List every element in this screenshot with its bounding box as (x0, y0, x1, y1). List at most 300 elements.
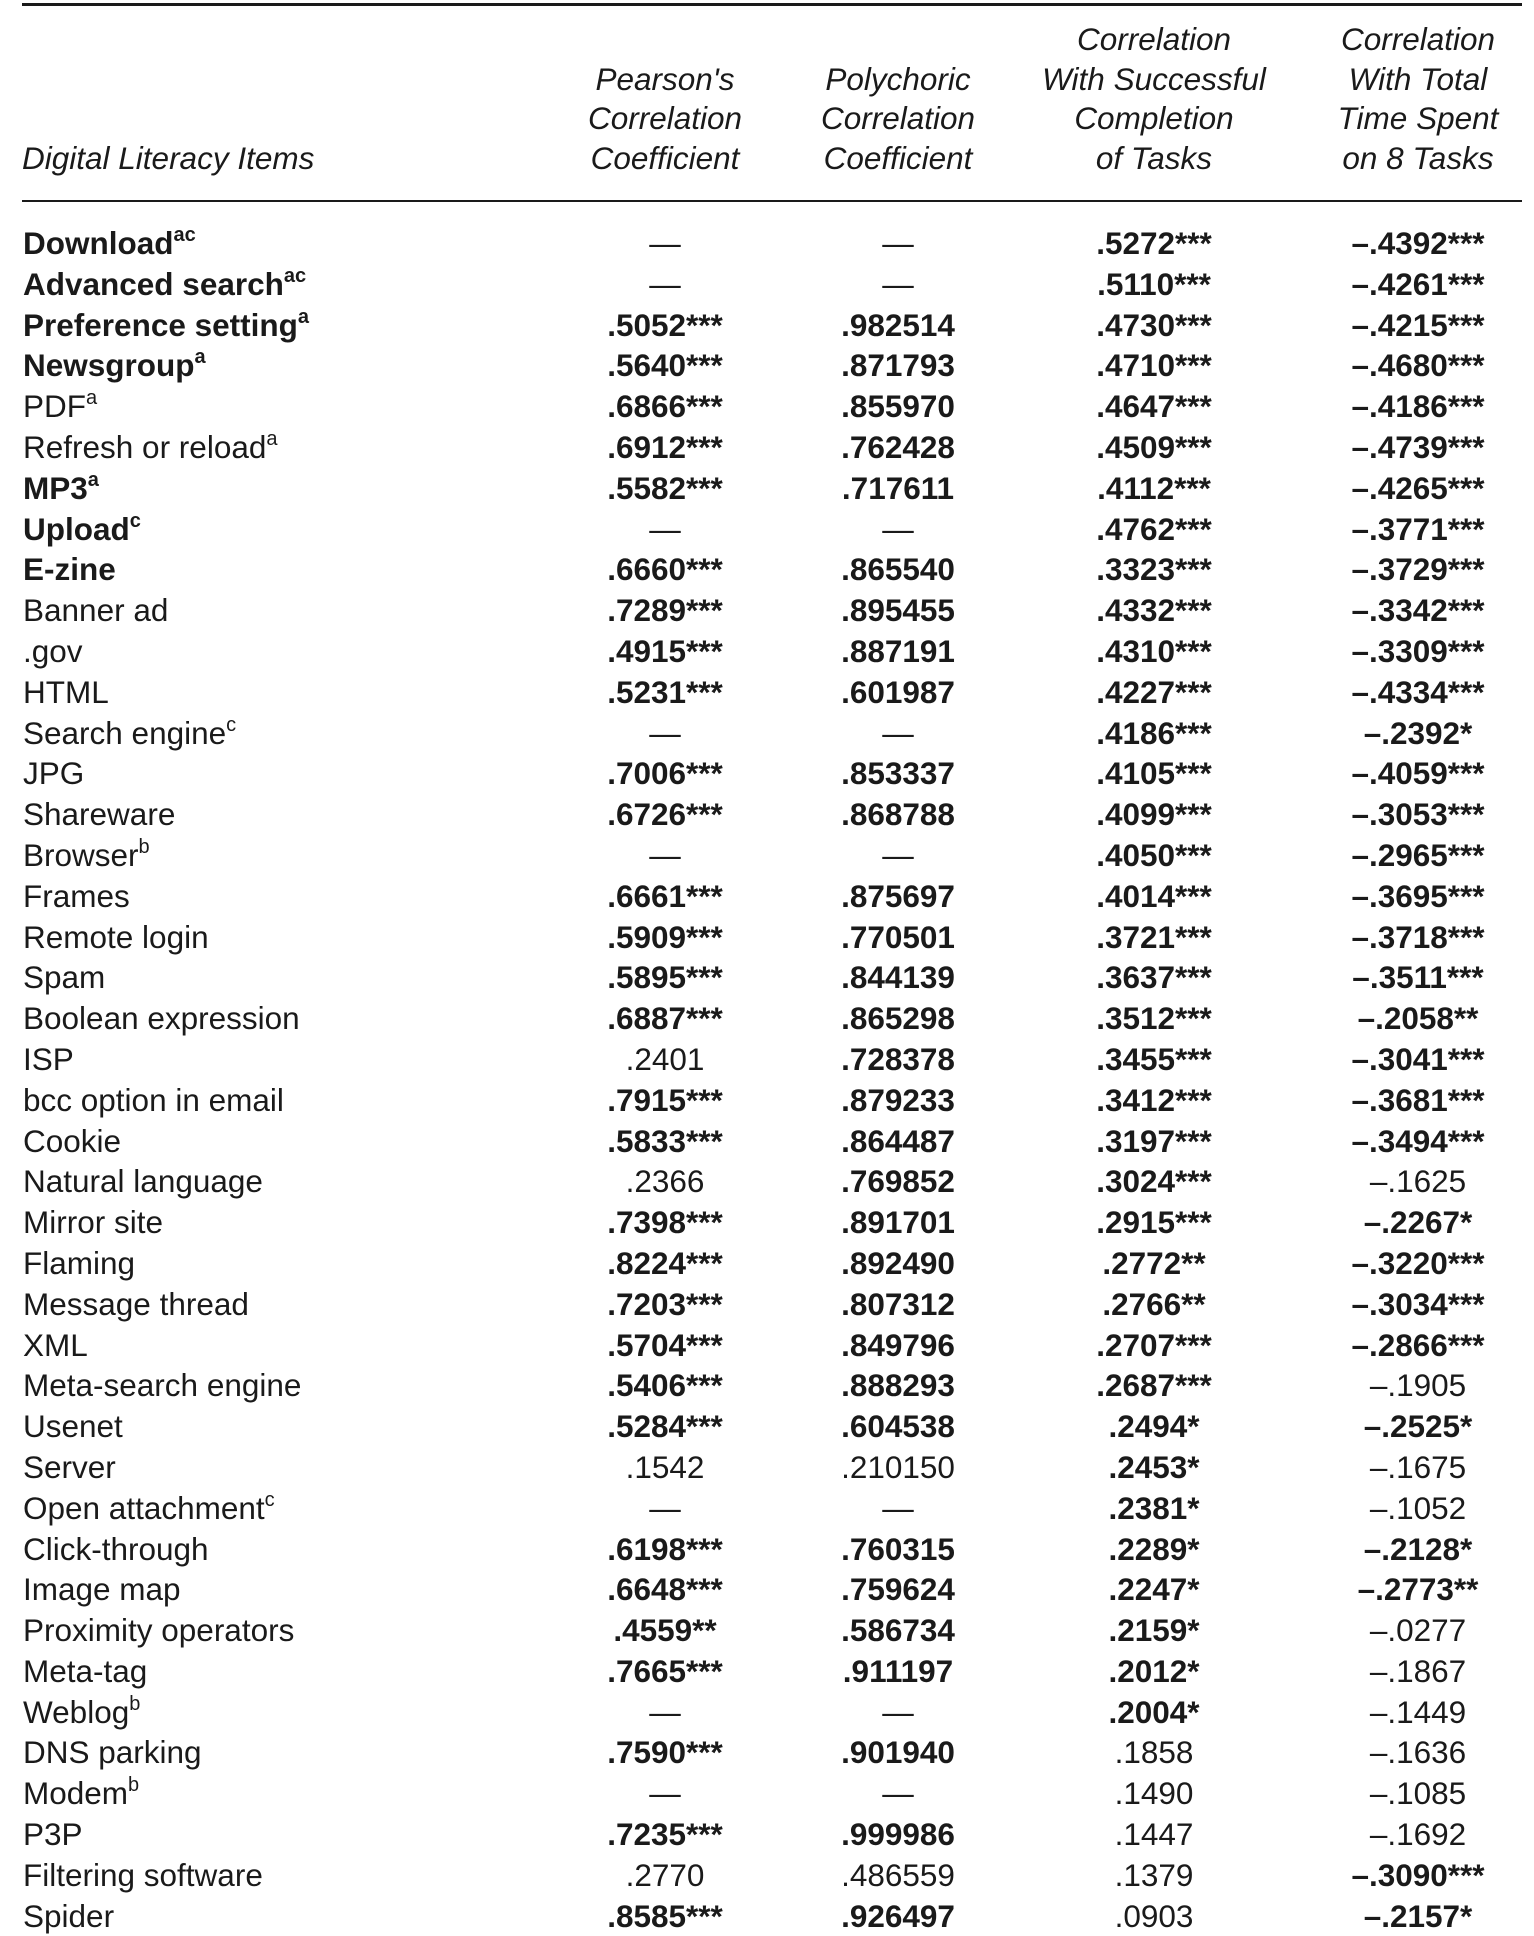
polychoric-value: .844139 (841, 959, 955, 996)
item-label (23, 1610, 294, 1651)
time-correlation-value: –.2392* (1363, 714, 1473, 751)
time-correlation-value: –.3342*** (1351, 592, 1485, 629)
completion-correlation-value: .2772** (1102, 1244, 1206, 1281)
table-row (0, 998, 1534, 1039)
header-completion-line: Completion (1074, 100, 1234, 136)
table-row (0, 1610, 1534, 1651)
pearson-value: .5052*** (607, 306, 723, 343)
time-correlation-value: –.3034*** (1351, 1285, 1485, 1322)
item-label (23, 1732, 202, 1773)
polychoric-value: .982514 (841, 306, 955, 343)
time-correlation-value: –.4059*** (1351, 755, 1485, 792)
table-row (0, 1202, 1534, 1243)
completion-correlation-value: .2915*** (1096, 1204, 1212, 1241)
completion-correlation-value: .2247* (1108, 1571, 1200, 1608)
pearson-value: .2770 (625, 1856, 705, 1893)
item-label-text: Advanced search (23, 265, 284, 302)
completion-correlation-value: .4710*** (1096, 347, 1212, 384)
table-row (0, 386, 1534, 427)
completion-correlation-value: .4762*** (1096, 510, 1212, 547)
time-correlation-value: –.2128* (1363, 1530, 1473, 1567)
header-pearson-line: Pearson's (595, 60, 735, 97)
table-row (0, 427, 1534, 468)
header-polychoric (778, 18, 1018, 178)
footnote-marker: a (86, 387, 98, 410)
time-correlation-value: –.3729*** (1351, 551, 1485, 588)
item-label-text: MP3 (23, 469, 88, 506)
table-row (0, 1692, 1534, 1733)
time-correlation-value: –.4392*** (1351, 225, 1485, 261)
time-correlation-value: –.3309*** (1351, 632, 1485, 669)
item-label-text: Newsgroup (23, 347, 195, 384)
polychoric-value: .486559 (841, 1856, 955, 1893)
item-label-text: Frames (23, 877, 130, 914)
item-label-text: Weblog (23, 1693, 130, 1730)
polychoric-value: .911197 (842, 1652, 954, 1689)
time-correlation-value: –.3681*** (1351, 1081, 1485, 1118)
item-label-text: Cookie (23, 1122, 122, 1159)
pearson-value: .6866*** (607, 388, 723, 425)
item-label (23, 590, 168, 631)
footnote-marker: a (194, 346, 206, 369)
header-time-line: With Total (1348, 60, 1488, 97)
polychoric-value: .892490 (841, 1244, 955, 1281)
header-time-line: Time Spent (1337, 100, 1499, 136)
table-row (0, 1773, 1534, 1814)
item-label-text: Meta-tag (23, 1652, 148, 1689)
table-row (0, 1569, 1534, 1610)
table-row (0, 468, 1534, 509)
pearson-value: — (649, 714, 681, 751)
completion-correlation-value: .2687*** (1096, 1367, 1212, 1404)
pearson-value: .6912*** (607, 428, 723, 465)
pearson-value: .7203*** (607, 1285, 723, 1322)
footnote-marker: c (129, 509, 141, 532)
polychoric-value: .864487 (841, 1122, 955, 1159)
item-label (23, 713, 236, 754)
header-polychoric-line: Coefficient (823, 139, 973, 176)
time-correlation-value: –.4261*** (1351, 265, 1485, 302)
pearson-value: .7915*** (607, 1081, 723, 1118)
pearson-value: .4559** (613, 1612, 717, 1649)
pearson-value: .6198*** (607, 1530, 723, 1567)
footnote-marker: a (87, 468, 99, 491)
polychoric-value: .760315 (841, 1530, 955, 1567)
polychoric-value: .728378 (841, 1040, 955, 1077)
time-correlation-value: –.1052 (1369, 1489, 1467, 1526)
item-label (23, 1773, 139, 1814)
completion-correlation-value: .3024*** (1096, 1163, 1212, 1200)
time-correlation-value: –.4334*** (1351, 673, 1485, 710)
table-row (0, 1855, 1534, 1896)
polychoric-value: .853337 (841, 755, 955, 792)
table-row (0, 631, 1534, 672)
item-label (23, 1161, 263, 1202)
completion-correlation-value: .4647*** (1096, 388, 1212, 425)
item-label-text: Mirror site (23, 1204, 163, 1241)
footnote-marker: c (226, 713, 237, 736)
table-row (0, 917, 1534, 958)
polychoric-value: .759624 (841, 1571, 955, 1608)
item-label (23, 1406, 123, 1447)
pearson-value: .6660*** (607, 551, 723, 588)
footnote-marker: b (128, 1774, 140, 1797)
item-label-text: DNS parking (23, 1734, 202, 1771)
pearson-value: — (649, 836, 681, 873)
item-label (23, 1896, 114, 1936)
item-label (23, 794, 175, 835)
polychoric-value: — (882, 1489, 914, 1526)
completion-correlation-value: .4186*** (1096, 714, 1212, 751)
pearson-value: .8224*** (607, 1244, 723, 1281)
pearson-value: .2366 (625, 1163, 705, 1200)
polychoric-value: .871793 (841, 347, 955, 384)
pearson-value: .5582*** (607, 469, 723, 506)
pearson-value: .6887*** (607, 1000, 723, 1037)
item-label (23, 631, 83, 672)
footnote-marker: ac (283, 264, 307, 287)
time-correlation-value: –.3511*** (1352, 959, 1484, 996)
time-correlation-value: –.1449 (1369, 1693, 1467, 1730)
table-row (0, 713, 1534, 754)
polychoric-value: .999986 (841, 1816, 955, 1853)
completion-correlation-value: .4112*** (1097, 469, 1211, 506)
item-label (23, 1447, 116, 1488)
time-correlation-value: –.3771*** (1351, 510, 1485, 547)
polychoric-value: .762428 (841, 428, 955, 465)
item-label-text: JPG (23, 755, 85, 792)
item-label (23, 1202, 163, 1243)
time-correlation-value: –.1636 (1369, 1734, 1467, 1771)
item-label (23, 957, 105, 998)
polychoric-value: .769852 (841, 1163, 955, 1200)
header-completion (1024, 18, 1284, 178)
table-row (0, 835, 1534, 876)
completion-correlation-value: .3197*** (1096, 1122, 1212, 1159)
completion-correlation-value: .4310*** (1096, 632, 1212, 669)
item-label (23, 345, 206, 386)
header-time-line: Correlation (1340, 21, 1496, 57)
footnote-marker: a (266, 427, 278, 450)
time-correlation-value: –.2267* (1363, 1204, 1473, 1241)
polychoric-value: .865298 (841, 1000, 955, 1037)
completion-correlation-value: .1490 (1114, 1775, 1194, 1812)
table-row (0, 264, 1534, 305)
time-correlation-value: –.2157* (1363, 1897, 1473, 1934)
completion-correlation-value: .4105*** (1096, 755, 1212, 792)
completion-correlation-value: .2012* (1108, 1652, 1200, 1689)
polychoric-value: .887191 (841, 632, 955, 669)
pearson-value: — (649, 510, 681, 547)
completion-correlation-value: .4730*** (1096, 306, 1212, 343)
item-label (23, 1080, 284, 1121)
header-completion-line: of Tasks (1095, 139, 1213, 176)
polychoric-value: .888293 (841, 1367, 955, 1404)
item-label-text: Spam (23, 959, 106, 996)
completion-correlation-value: .3721*** (1096, 918, 1212, 955)
item-label-text: Filtering software (23, 1856, 263, 1893)
item-label (23, 509, 141, 550)
pearson-value: .6648*** (607, 1571, 723, 1608)
completion-correlation-value: .2004* (1108, 1693, 1200, 1730)
time-correlation-value: –.3053*** (1351, 796, 1485, 833)
table-row (0, 1161, 1534, 1202)
completion-correlation-value: .5272*** (1096, 225, 1212, 261)
completion-correlation-value: .4014*** (1096, 877, 1212, 914)
pearson-value: .7289*** (607, 592, 723, 629)
header-rule (22, 200, 1522, 202)
table-body (0, 223, 1534, 1936)
pearson-value: — (649, 225, 681, 261)
item-label (23, 223, 196, 264)
completion-correlation-value: .1379 (1114, 1856, 1194, 1893)
header-completion-line: With Successful (1042, 60, 1266, 97)
item-label-text: Browser (23, 836, 139, 873)
pearson-value: .5909*** (607, 918, 723, 955)
time-correlation-value: –.1625 (1369, 1163, 1467, 1200)
time-correlation-value: –.1867 (1369, 1652, 1467, 1689)
item-label (23, 1569, 181, 1610)
polychoric-value: .926497 (841, 1897, 955, 1934)
item-label-text: Banner ad (23, 592, 169, 629)
table-row (0, 1488, 1534, 1529)
pearson-value: .8585*** (607, 1897, 723, 1934)
polychoric-value: .210150 (841, 1448, 955, 1485)
table-row (0, 1039, 1534, 1080)
time-correlation-value: –.3494*** (1351, 1122, 1485, 1159)
item-label-text: Meta-search engine (23, 1367, 302, 1404)
pearson-value: .2401 (625, 1040, 705, 1077)
item-label (23, 1651, 147, 1692)
polychoric-value: — (882, 265, 914, 302)
item-label (23, 1692, 140, 1733)
header-item-column (22, 18, 442, 178)
polychoric-value: .849796 (841, 1326, 955, 1363)
table-row (0, 305, 1534, 346)
completion-correlation-value: .4227*** (1096, 673, 1212, 710)
polychoric-value: .865540 (841, 551, 955, 588)
pearson-value: .5406*** (607, 1367, 723, 1404)
header-pearson-line: Correlation (587, 100, 743, 136)
item-label-text: Remote login (23, 918, 209, 955)
time-correlation-value: –.1085 (1369, 1775, 1467, 1812)
time-correlation-value: –.3220*** (1351, 1244, 1485, 1281)
item-label (23, 1488, 275, 1529)
completion-correlation-value: .2159* (1108, 1612, 1200, 1649)
completion-correlation-value: .3455*** (1096, 1040, 1212, 1077)
polychoric-value: .604538 (841, 1408, 955, 1445)
item-label (23, 468, 99, 509)
item-label (23, 753, 84, 794)
item-label-text: Refresh or reload (23, 428, 267, 465)
item-label-text: ISP (23, 1040, 74, 1077)
footnote-marker: c (264, 1488, 275, 1511)
item-label-text: Message thread (23, 1285, 249, 1322)
item-label (23, 1284, 249, 1325)
item-label-text: Search engine (23, 714, 227, 751)
completion-correlation-value: .3412*** (1096, 1081, 1212, 1118)
completion-correlation-value: .4509*** (1096, 428, 1212, 465)
pearson-value: .4915*** (607, 632, 723, 669)
footnote-marker: a (297, 305, 309, 328)
header-pearson (545, 18, 785, 178)
pearson-value: .6726*** (607, 796, 723, 833)
table-row (0, 549, 1534, 590)
item-label-text: Shareware (23, 796, 176, 833)
polychoric-value: .868788 (841, 796, 955, 833)
time-correlation-value: –.2773** (1357, 1571, 1479, 1608)
pearson-value: .7590*** (607, 1734, 723, 1771)
polychoric-value: — (882, 714, 914, 751)
pearson-value: — (649, 1693, 681, 1730)
item-label-text: .gov (23, 632, 83, 669)
polychoric-value: .770501 (841, 918, 955, 955)
polychoric-value: .895455 (841, 592, 955, 629)
polychoric-value: .717611 (841, 469, 955, 506)
item-label-text: Download (23, 225, 174, 261)
completion-correlation-value: .0903 (1114, 1897, 1194, 1934)
completion-correlation-value: .3637*** (1096, 959, 1212, 996)
table-row (0, 1080, 1534, 1121)
item-label-text: Flaming (23, 1244, 136, 1281)
pearson-value: .5704*** (607, 1326, 723, 1363)
table-row (0, 1529, 1534, 1570)
polychoric-value: .875697 (841, 877, 955, 914)
item-label-text: Preference setting (23, 306, 298, 343)
table-row (0, 1447, 1534, 1488)
item-label (23, 1814, 83, 1855)
polychoric-value: .879233 (841, 1081, 955, 1118)
table-row (0, 1814, 1534, 1855)
completion-correlation-value: .5110*** (1097, 265, 1211, 302)
item-label-text: PDF (23, 388, 86, 425)
table-row (0, 876, 1534, 917)
item-label-text: Spider (23, 1897, 115, 1934)
header-item-label: Digital Literacy Items (22, 139, 315, 176)
item-label-text: Click-through (23, 1530, 209, 1567)
time-correlation-value: –.3090*** (1351, 1856, 1485, 1893)
completion-correlation-value: .2453* (1108, 1448, 1200, 1485)
item-label-text: Boolean expression (23, 1000, 300, 1037)
table-row (0, 1325, 1534, 1366)
pearson-value: — (649, 1489, 681, 1526)
item-label (23, 998, 300, 1039)
polychoric-value: .901940 (841, 1734, 955, 1771)
pearson-value: — (649, 1775, 681, 1812)
time-correlation-value: –.0277 (1369, 1612, 1467, 1649)
polychoric-value: .601987 (841, 673, 955, 710)
pearson-value: .5833*** (607, 1122, 723, 1159)
item-label (23, 1365, 301, 1406)
completion-correlation-value: .3512*** (1096, 1000, 1212, 1037)
time-correlation-value: –.2525* (1363, 1408, 1473, 1445)
item-label-text: E-zine (23, 551, 116, 588)
item-label (23, 1325, 88, 1366)
item-label (23, 835, 150, 876)
time-correlation-value: –.4215*** (1351, 306, 1485, 343)
table-row (0, 1651, 1534, 1692)
item-label (23, 1039, 74, 1080)
polychoric-value: .807312 (841, 1285, 955, 1322)
item-label-text: Server (23, 1448, 116, 1485)
time-correlation-value: –.4680*** (1351, 347, 1485, 384)
table-row (0, 794, 1534, 835)
item-label-text: Open attachment (23, 1489, 265, 1526)
time-correlation-value: –.4265*** (1351, 469, 1485, 506)
table-row (0, 345, 1534, 386)
item-label-text: P3P (23, 1816, 83, 1853)
time-correlation-value: –.3041*** (1351, 1040, 1485, 1077)
item-label (23, 1121, 121, 1162)
completion-correlation-value: .2494* (1108, 1408, 1200, 1445)
pearson-value: .5284*** (607, 1408, 723, 1445)
header-time-line: on 8 Tasks (1342, 139, 1494, 176)
completion-correlation-value: .1858 (1114, 1734, 1194, 1771)
footnote-marker: b (138, 835, 150, 858)
pearson-value: .7006*** (607, 755, 723, 792)
header-pearson-line: Coefficient (590, 139, 740, 176)
item-label-text: Usenet (23, 1408, 123, 1445)
footnote-marker: b (129, 1692, 141, 1715)
item-label (23, 264, 306, 305)
item-label-text: HTML (23, 673, 109, 710)
polychoric-value: .855970 (841, 388, 955, 425)
table-row (0, 223, 1534, 264)
item-label (23, 386, 97, 427)
completion-correlation-value: .2707*** (1096, 1326, 1212, 1363)
time-correlation-value: –.3718*** (1351, 918, 1485, 955)
time-correlation-value: –.4739*** (1351, 428, 1485, 465)
item-label (23, 1855, 263, 1896)
header-polychoric-line: Correlation (820, 100, 976, 136)
table-row (0, 1365, 1534, 1406)
completion-correlation-value: .2766** (1102, 1285, 1206, 1322)
item-label (23, 1243, 135, 1284)
item-label-text: Proximity operators (23, 1612, 295, 1649)
polychoric-value: — (882, 1693, 914, 1730)
table-row (0, 1284, 1534, 1325)
time-correlation-value: –.2058** (1357, 1000, 1479, 1037)
table-row (0, 957, 1534, 998)
polychoric-value: — (882, 225, 914, 261)
header-time-spent (1298, 18, 1534, 178)
item-label-text: Modem (23, 1775, 129, 1812)
time-correlation-value: –.3695*** (1351, 877, 1485, 914)
item-label-text: Natural language (23, 1163, 263, 1200)
pearson-value: .6661*** (607, 877, 723, 914)
polychoric-value: .891701 (841, 1204, 955, 1241)
table-row (0, 672, 1534, 713)
pearson-value: .7398*** (607, 1204, 723, 1241)
completion-correlation-value: .2381* (1108, 1489, 1200, 1526)
table-row (0, 753, 1534, 794)
pearson-value: .5231*** (607, 673, 723, 710)
footnote-marker: ac (173, 224, 196, 246)
item-label (23, 549, 116, 590)
polychoric-value: — (882, 510, 914, 547)
item-label (23, 672, 109, 713)
header-completion-line: Correlation (1076, 21, 1232, 57)
table-row (0, 509, 1534, 550)
item-label-text: Upload (23, 510, 130, 547)
item-label (23, 876, 130, 917)
pearson-value: .5895*** (607, 959, 723, 996)
item-label-text: XML (23, 1326, 88, 1363)
pearson-value: .1542 (625, 1448, 705, 1485)
item-label (23, 427, 278, 468)
time-correlation-value: –.1692 (1369, 1816, 1467, 1853)
time-correlation-value: –.1675 (1369, 1448, 1467, 1485)
